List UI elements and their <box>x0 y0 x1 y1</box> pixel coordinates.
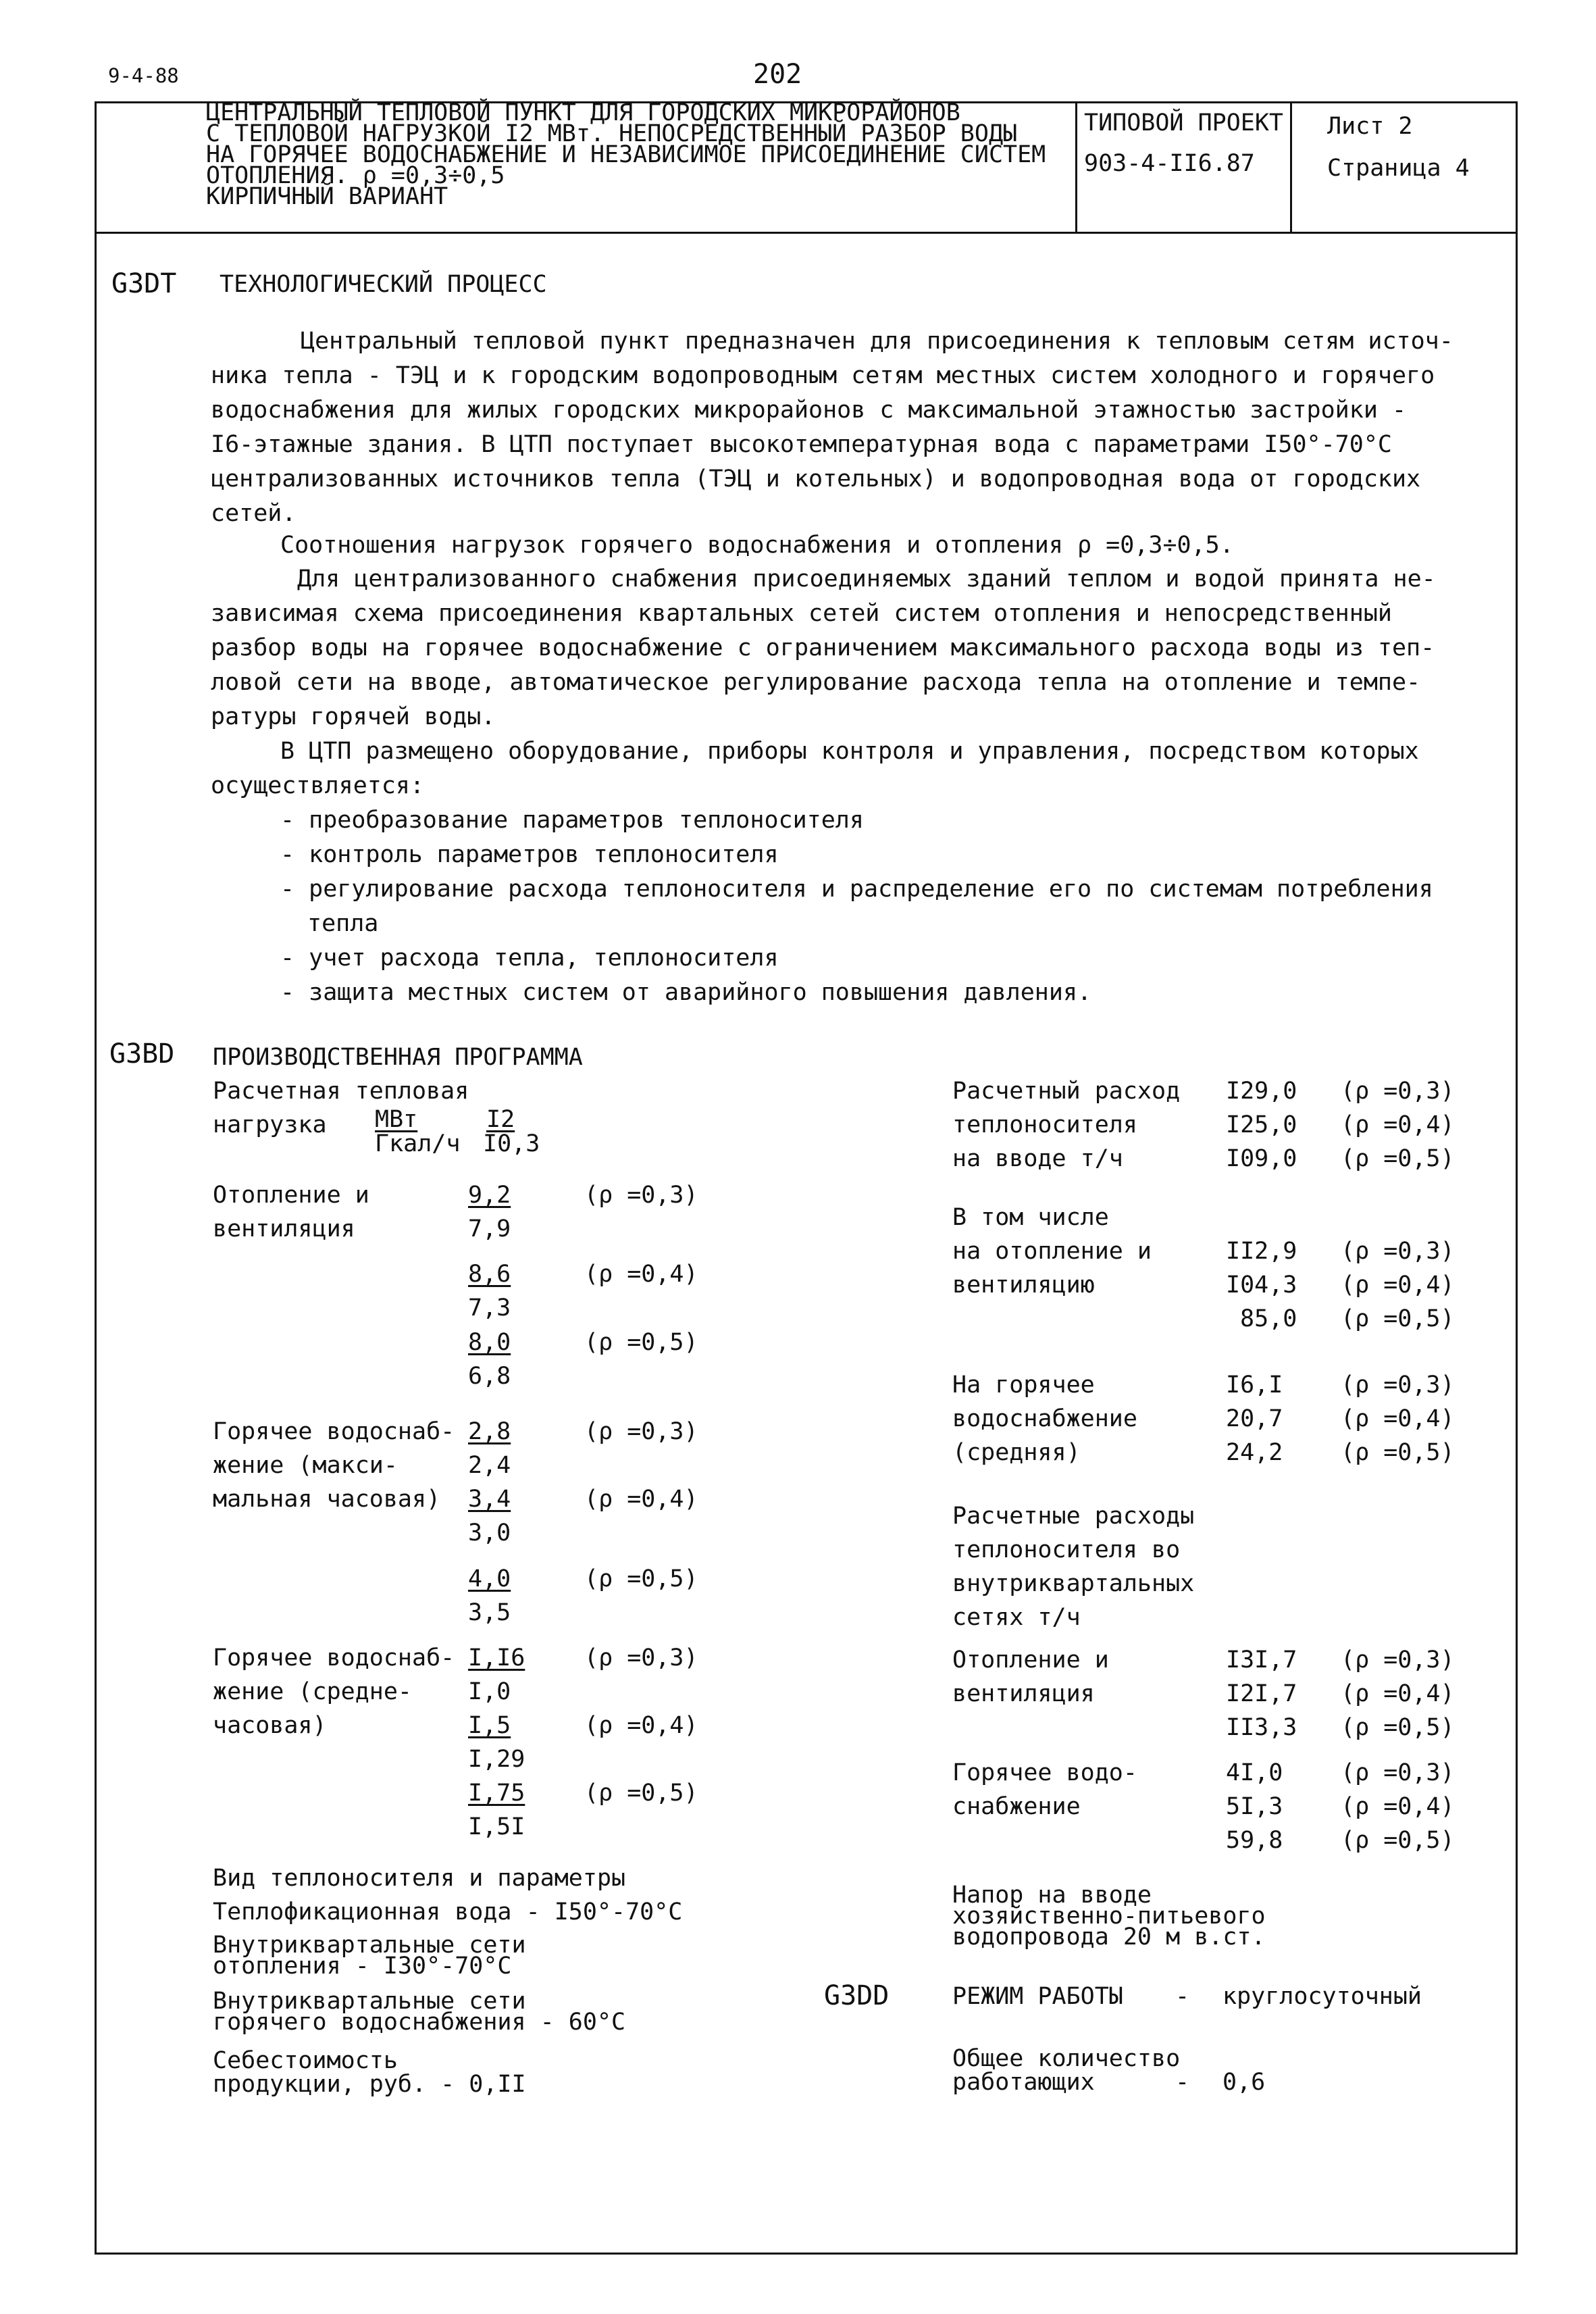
paragraph-line: зависимая схема присоединения квартальных сетей систем отопления и непосредственный <box>211 600 1392 627</box>
header-title-line: КИРПИЧНЫЙ ВАРИАНТ <box>206 183 448 210</box>
hot-value: 20,7 <box>1226 1405 1283 1432</box>
paragraph-line: Для централизованного снабжения присоединяемых зданий теплом и водой принята не- <box>297 565 1436 593</box>
heating-value-bottom: 7,3 <box>468 1294 511 1322</box>
header-column-divider-1 <box>1075 101 1077 233</box>
hw-max-value-top: 2,8 <box>468 1418 511 1445</box>
list-item: - регулирование расхода теплоносителя и распределение его по системам потребления <box>280 876 1433 903</box>
rho-label: (ρ =0,3) <box>584 1418 698 1445</box>
paragraph-line: ловой сети на вводе, автоматическое регулирование расхода тепла на отопление и темпе- <box>211 669 1421 696</box>
intra-heat-label: вентиляция <box>952 1680 1095 1707</box>
heating-label: Отопление и <box>213 1182 369 1209</box>
load-value-top: I2 <box>486 1106 515 1133</box>
load-label: нагрузка <box>213 1111 327 1138</box>
incl-value: II2,9 <box>1226 1238 1297 1265</box>
paragraph-line: сетей. <box>211 500 297 527</box>
rho-label: (ρ =0,3) <box>1341 1646 1455 1674</box>
incl-label: В том числе <box>952 1204 1109 1231</box>
header-divider <box>95 232 1518 234</box>
rho-label: (ρ =0,5) <box>584 1329 698 1356</box>
carrier-title: Вид теплоносителя и параметры <box>213 1865 626 1892</box>
rho-label: (ρ =0,3) <box>1341 1759 1455 1786</box>
intra-label: внутриквартальных <box>952 1570 1195 1597</box>
list-item: - преобразование параметров теплоносителя <box>280 807 864 834</box>
incl-label: вентиляцию <box>952 1272 1095 1299</box>
page-label: Страница 4 <box>1327 155 1470 182</box>
paragraph-line: осуществляется: <box>211 772 425 799</box>
carrier-line: Внутриквартальные сети <box>213 1932 526 1959</box>
rho-label: (ρ =0,5) <box>584 1780 698 1807</box>
flow-value: I09,0 <box>1226 1145 1297 1172</box>
header-column-divider-2 <box>1290 101 1292 233</box>
intra-hw-label: снабжение <box>952 1793 1081 1820</box>
pressure-line: водопровода 20 м в.ст. <box>952 1923 1266 1951</box>
rho-label: (ρ =0,5) <box>1341 1305 1455 1332</box>
heating-value-top: 8,0 <box>468 1329 511 1356</box>
hw-avg-value-bottom: I,0 <box>468 1678 511 1705</box>
cost-value: продукции, руб. - 0,II <box>213 2071 526 2098</box>
load-value-bottom: I0,3 <box>483 1130 540 1157</box>
heating-label: вентиляция <box>213 1215 355 1242</box>
rho-label: (ρ =0,4) <box>584 1261 698 1288</box>
intra-heat-value: I2I,7 <box>1226 1680 1297 1707</box>
hw-max-label: мальная часовая) <box>213 1486 441 1513</box>
hot-label: На горячее <box>952 1372 1095 1399</box>
sheet-label: Лист 2 <box>1327 113 1413 140</box>
pressure-line: Напор на вводе <box>952 1882 1152 1909</box>
paragraph-line: Центральный тепловой пункт предназначен для присоединения к тепловым сетям источ- <box>301 328 1453 355</box>
rho-label: (ρ =0,4) <box>1341 1111 1455 1138</box>
carrier-line: горячего водоснабжения - 60°С <box>213 2009 626 2036</box>
hw-avg-value-top: I,I6 <box>468 1644 525 1671</box>
mode-value: круглосуточный <box>1222 1983 1422 2010</box>
hw-avg-value-top: I,5 <box>468 1712 511 1739</box>
section-title: ПРОИЗВОДСТВЕННАЯ ПРОГРАММА <box>213 1044 583 1071</box>
hot-label: (средняя) <box>952 1439 1081 1466</box>
load-unit-bottom: Гкал/ч <box>375 1130 461 1157</box>
load-label: Расчетная тепловая <box>213 1078 469 1105</box>
section-code: G3BD <box>109 1038 175 1070</box>
list-item: - учет расхода тепла, теплоносителя <box>280 945 779 972</box>
rho-label: (ρ =0,4) <box>1341 1793 1455 1820</box>
rho-label: (ρ =0,3) <box>584 1182 698 1209</box>
project-label: ТИПОВОЙ ПРОЕКТ <box>1084 109 1284 136</box>
hw-avg-label: Горячее водоснаб- <box>213 1644 455 1671</box>
hw-avg-label: жение (средне- <box>213 1678 413 1705</box>
rho-label: (ρ =0,3) <box>1341 1078 1455 1105</box>
staff-label: работающих <box>952 2069 1095 2096</box>
list-item-continuation: тепла <box>307 910 379 937</box>
mode-label: РЕЖИМ РАБОТЫ <box>952 1983 1123 2010</box>
intra-hw-value: 5I,3 <box>1226 1793 1283 1820</box>
staff-value: 0,6 <box>1222 2069 1266 2096</box>
rho-label: (ρ =0,4) <box>1341 1680 1455 1707</box>
heating-value-bottom: 6,8 <box>468 1363 511 1390</box>
incl-label: на отопление и <box>952 1238 1152 1265</box>
hw-max-value-bottom: 2,4 <box>468 1452 511 1479</box>
flow-label: на вводе т/ч <box>952 1145 1123 1172</box>
intra-label: Расчетные расходы <box>952 1503 1195 1530</box>
list-item: - контроль параметров теплоносителя <box>280 841 779 868</box>
header-title-line: НА ГОРЯЧЕЕ ВОДОСНАБЖЕНИЕ И НЕЗАВИСИМОЕ ПРИСОЕДИНЕНИЕ СИСТЕМ <box>206 141 1046 168</box>
incl-value: I04,3 <box>1226 1272 1297 1299</box>
load-unit-top: МВт <box>375 1106 418 1133</box>
carrier-line: Теплофикационная вода - I50°-70°С <box>213 1898 683 1926</box>
pressure-line: хозяйственно-питьевого <box>952 1903 1266 1930</box>
hw-max-value-bottom: 3,0 <box>468 1519 511 1546</box>
hw-avg-value-bottom: I,5I <box>468 1813 525 1840</box>
section-title: ТЕХНОЛОГИЧЕСКИЙ ПРОЦЕСС <box>220 271 547 298</box>
mode-dash: - <box>1175 1983 1190 2010</box>
rho-label: (ρ =0,4) <box>584 1712 698 1739</box>
hw-avg-value-bottom: I,29 <box>468 1746 525 1773</box>
intra-label: сетях т/ч <box>952 1604 1081 1631</box>
list-item: - защита местных систем от аварийного повышения давления. <box>280 979 1092 1006</box>
intra-hw-value: 59,8 <box>1226 1827 1283 1854</box>
hw-max-value-bottom: 3,5 <box>468 1599 511 1626</box>
flow-value: I29,0 <box>1226 1078 1297 1105</box>
section-code: G3DT <box>111 268 177 299</box>
paragraph-line: В ЦТП размещено оборудование, приборы контроля и управления, посредством которых <box>280 738 1419 765</box>
incl-value: 85,0 <box>1240 1305 1297 1332</box>
rho-label: (ρ =0,3) <box>584 1644 698 1671</box>
intra-label: теплоносителя во <box>952 1536 1181 1563</box>
rho-label: (ρ =0,4) <box>1341 1405 1455 1432</box>
flow-label: теплоносителя <box>952 1111 1137 1138</box>
hot-value: 24,2 <box>1226 1439 1283 1466</box>
intra-heat-value: II3,3 <box>1226 1714 1297 1741</box>
flow-value: I25,0 <box>1226 1111 1297 1138</box>
hw-max-value-top: 3,4 <box>468 1486 511 1513</box>
project-number: 903-4-II6.87 <box>1084 150 1255 177</box>
header-title-line: С ТЕПЛОВОЙ НАГРУЗКОЙ I2 МВт. НЕПОСРЕДСТВЕННЫЙ РАЗБОР ВОДЫ <box>206 120 1018 147</box>
hw-max-value-top: 4,0 <box>468 1565 511 1592</box>
rho-label: (ρ =0,5) <box>1341 1439 1455 1466</box>
intra-heat-value: I3I,7 <box>1226 1646 1297 1674</box>
intra-heat-label: Отопление и <box>952 1646 1109 1674</box>
heating-value-top: 9,2 <box>468 1182 511 1209</box>
rho-label: (ρ =0,5) <box>1341 1145 1455 1172</box>
cost-label: Себестоимость <box>213 2047 398 2074</box>
section-code: G3DD <box>824 1980 890 2011</box>
rho-label: (ρ =0,5) <box>584 1565 698 1592</box>
hw-max-label: жение (макси- <box>213 1452 398 1479</box>
intra-hw-label: Горячее водо- <box>952 1759 1137 1786</box>
hw-avg-value-top: I,75 <box>468 1780 525 1807</box>
rho-label: (ρ =0,4) <box>584 1486 698 1513</box>
carrier-line: Внутриквартальные сети <box>213 1988 526 2015</box>
rho-label: (ρ =0,5) <box>1341 1714 1455 1741</box>
header-title-line: ОТОПЛЕНИЯ. ρ =0,3÷0,5 <box>206 162 505 189</box>
carrier-line: отопления - I30°-70°С <box>213 1953 512 1980</box>
paragraph-line: ника тепла - ТЭЦ и к городским водопроводным сетям местных систем холодного и горячего <box>211 362 1435 389</box>
staff-dash: - <box>1175 2069 1190 2096</box>
paragraph-line: I6-этажные здания. В ЦТП поступает высокотемпературная вода с параметрами I50°-70°С <box>211 431 1392 458</box>
paragraph-line: ратуры горячей воды. <box>211 703 496 730</box>
rho-label: (ρ =0,4) <box>1341 1272 1455 1299</box>
intra-hw-value: 4I,0 <box>1226 1759 1283 1786</box>
staff-label: Общее количество <box>952 2045 1181 2072</box>
hot-label: водоснабжение <box>952 1405 1137 1432</box>
hw-avg-label: часовая) <box>213 1712 327 1739</box>
paragraph-line: Соотношения нагрузок горячего водоснабжения и отопления ρ =0,3÷0,5. <box>280 532 1234 559</box>
hot-value: I6,I <box>1226 1372 1283 1399</box>
rho-label: (ρ =0,3) <box>1341 1238 1455 1265</box>
document-code: 9-4-88 <box>108 64 179 87</box>
rho-label: (ρ =0,3) <box>1341 1372 1455 1399</box>
heating-value-bottom: 7,9 <box>468 1215 511 1242</box>
heating-value-top: 8,6 <box>468 1261 511 1288</box>
rho-label: (ρ =0,5) <box>1341 1827 1455 1854</box>
paragraph-line: разбор воды на горячее водоснабжение с ограничением максимального расхода воды из теп- <box>211 634 1435 661</box>
paragraph-line: водоснабжения для жилых городских микрорайонов с максимальной этажностью застройки - <box>211 397 1407 424</box>
hw-max-label: Горячее водоснаб- <box>213 1418 455 1445</box>
paragraph-line: централизованных источников тепла (ТЭЦ и котельных) и водопроводная вода от городских <box>211 466 1421 493</box>
header-title-line: ЦЕНТРАЛЬНЫЙ ТЕПЛОВОЙ ПУНКТ ДЛЯ ГОРОДСКИХ МИКРОРАЙОНОВ <box>206 99 960 126</box>
page-number: 202 <box>753 59 802 90</box>
flow-label: Расчетный расход <box>952 1078 1181 1105</box>
